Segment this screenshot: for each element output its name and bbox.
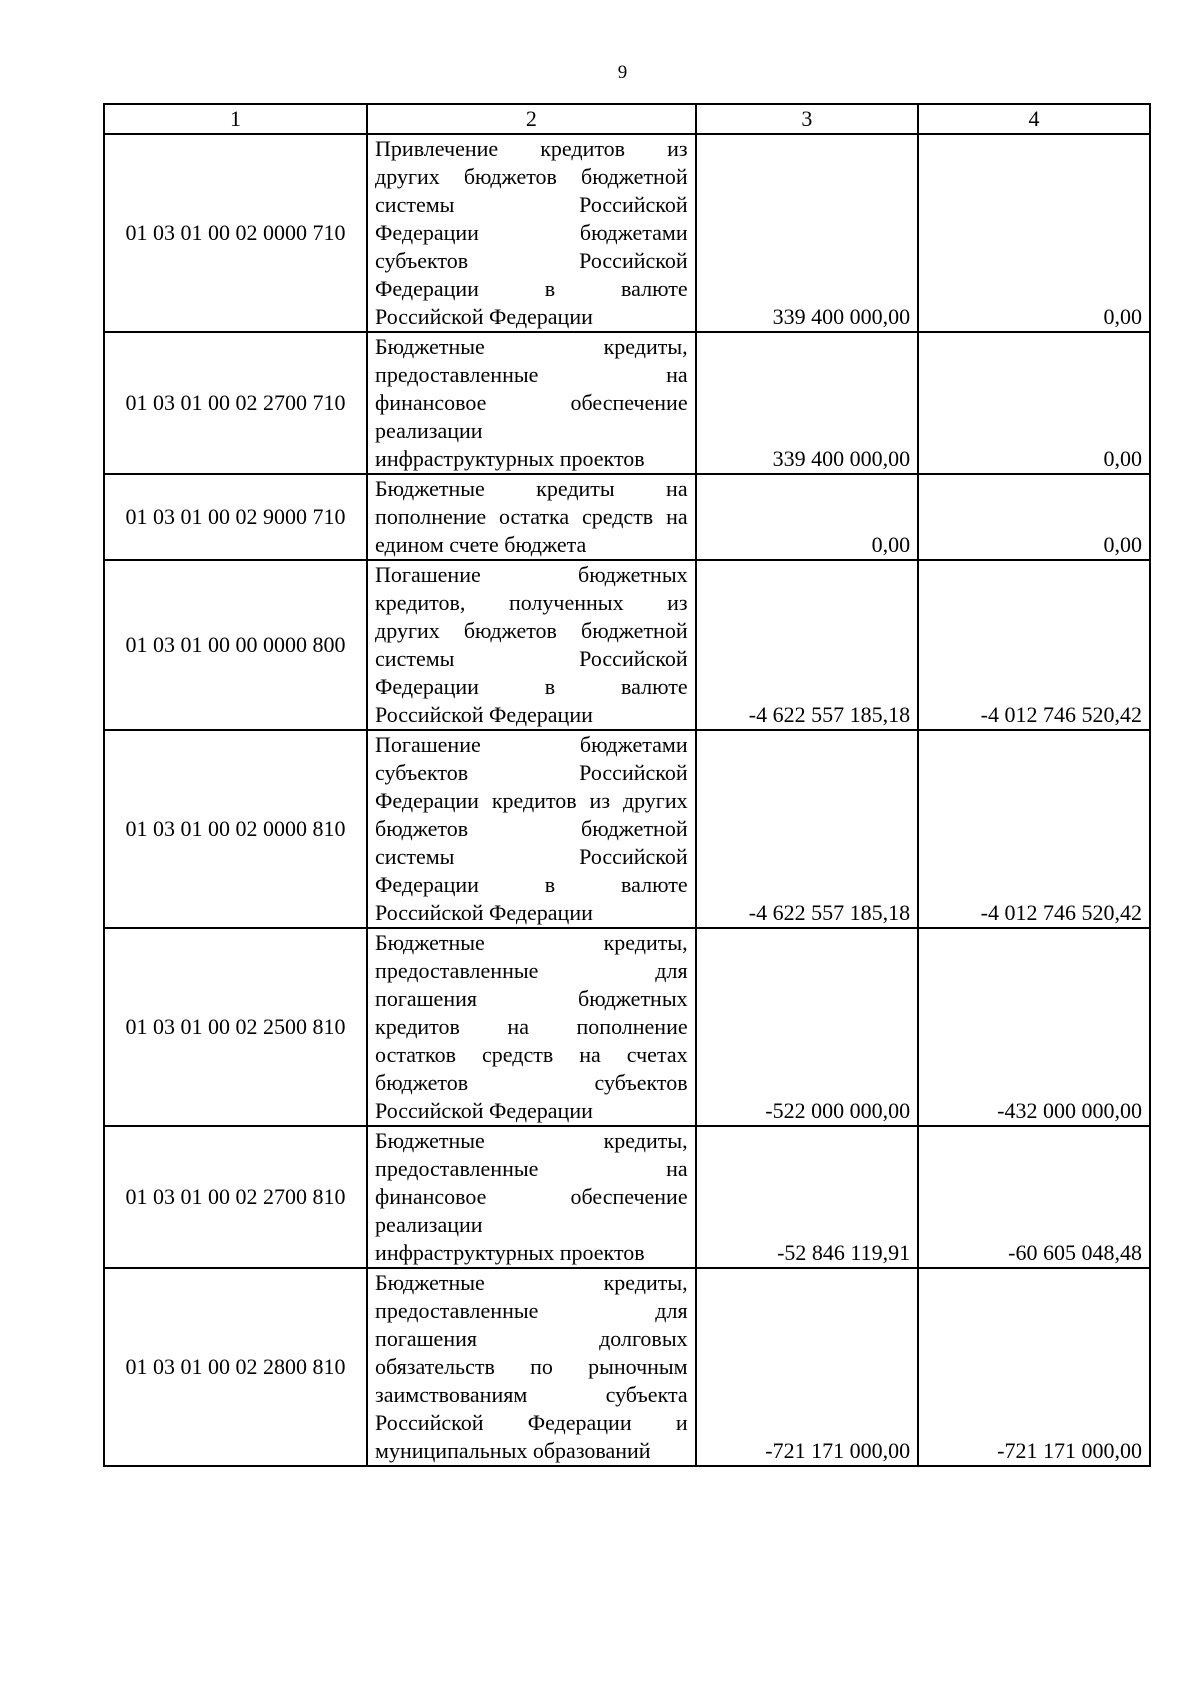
item-description [367, 474, 696, 560]
table-row [104, 1126, 1150, 1268]
description-line: инфраструктурных проектов [375, 446, 645, 471]
item-description [367, 560, 696, 730]
header-col-4: 4 [918, 104, 1150, 134]
classification-code: 01 03 01 00 02 9000 710 [104, 474, 367, 560]
table-row [104, 560, 1150, 730]
description-line: реализации [375, 418, 483, 443]
classification-code: 01 03 01 00 00 0000 800 [104, 560, 367, 730]
item-description [367, 1126, 696, 1268]
description-line: Российской Федерации [375, 900, 593, 925]
amount-col-3: -721 171 000,00 [696, 1268, 919, 1466]
description-line: Российской Федерации и [375, 1410, 688, 1435]
classification-code: 01 03 01 00 02 2700 810 [104, 1126, 367, 1268]
amount-col-3: -4 622 557 185,18 [696, 560, 919, 730]
header-col-1: 1 [104, 104, 367, 134]
amount-col-4: 0,00 [918, 474, 1150, 560]
table-header [104, 104, 1150, 134]
amount-col-4: 0,00 [918, 134, 1150, 332]
page-number: 9 [617, 62, 628, 83]
item-description [367, 134, 696, 332]
table-row [104, 1268, 1150, 1466]
amount-col-4: -4 012 746 520,42 [918, 560, 1150, 730]
description-line: субъектов Российской [375, 248, 688, 273]
header-col-2: 2 [367, 104, 696, 134]
description-line: системы Российской [375, 646, 688, 671]
header-row [104, 104, 1150, 134]
classification-code: 01 03 01 00 02 2500 810 [104, 928, 367, 1126]
amount-col-4: -4 012 746 520,42 [918, 730, 1150, 928]
description-line: предоставленные на [375, 1156, 688, 1181]
table-row [104, 474, 1150, 560]
amount-col-3: -522 000 000,00 [696, 928, 919, 1126]
amount-col-3: 0,00 [696, 474, 919, 560]
description-line: бюджетов бюджетной [375, 816, 688, 841]
description-line: Российской Федерации [375, 1098, 593, 1123]
description-line: погашения бюджетных [375, 986, 688, 1011]
description-line: Федерации кредитов из других [375, 788, 688, 813]
description-line: Федерации в валюте [375, 276, 688, 301]
item-description [367, 1268, 696, 1466]
description-line: Федерации бюджетами [375, 220, 688, 245]
description-line: финансовое обеспечение [375, 1184, 688, 1209]
amount-col-4: 0,00 [918, 332, 1150, 474]
description-line: Российской Федерации [375, 304, 593, 329]
amount-col-3: 339 400 000,00 [696, 134, 919, 332]
description-line: финансовое обеспечение [375, 390, 688, 415]
description-line: Бюджетные кредиты на [375, 476, 688, 501]
classification-code: 01 03 01 00 02 2800 810 [104, 1268, 367, 1466]
description-line: заимствованиям субъекта [375, 1382, 688, 1407]
description-line: реализации [375, 1212, 483, 1237]
description-line: Бюджетные кредиты, [375, 1128, 688, 1153]
description-line: Погашение бюджетами [375, 732, 688, 757]
description-line: остатков средств на счетах [375, 1042, 688, 1067]
item-description [367, 332, 696, 474]
description-line: Бюджетные кредиты, [375, 334, 688, 359]
amount-col-4: -60 605 048,48 [918, 1126, 1150, 1268]
description-line: Погашение бюджетных [375, 562, 688, 587]
description-line: кредитов на пополнение [375, 1014, 688, 1039]
description-line: Бюджетные кредиты, [375, 1270, 688, 1295]
amount-col-4: -721 171 000,00 [918, 1268, 1150, 1466]
description-line: кредитов, полученных из [375, 590, 688, 615]
description-line: субъектов Российской [375, 760, 688, 785]
budget-sources-table [103, 103, 1151, 1467]
classification-code: 01 03 01 00 02 2700 710 [104, 332, 367, 474]
table-row [104, 928, 1150, 1126]
amount-col-3: 339 400 000,00 [696, 332, 919, 474]
classification-code: 01 03 01 00 02 0000 710 [104, 134, 367, 332]
amount-col-3: -52 846 119,91 [696, 1126, 919, 1268]
description-line: Привлечение кредитов из [375, 136, 688, 161]
amount-col-4: -432 000 000,00 [918, 928, 1150, 1126]
item-description [367, 730, 696, 928]
header-col-3: 3 [696, 104, 919, 134]
description-line: едином счете бюджета [375, 532, 587, 557]
table-body [104, 134, 1150, 1466]
item-description [367, 928, 696, 1126]
table-row [104, 134, 1150, 332]
description-line: Федерации в валюте [375, 674, 688, 699]
table-row [104, 332, 1150, 474]
description-line: обязательств по рыночным [375, 1354, 688, 1379]
description-line: Бюджетные кредиты, [375, 930, 688, 955]
description-line: Федерации в валюте [375, 872, 688, 897]
description-line: предоставленные для [375, 958, 688, 983]
classification-code: 01 03 01 00 02 0000 810 [104, 730, 367, 928]
amount-col-3: -4 622 557 185,18 [696, 730, 919, 928]
description-line: других бюджетов бюджетной [375, 618, 688, 643]
description-line: Российской Федерации [375, 702, 593, 727]
description-line: муниципальных образований [375, 1438, 651, 1463]
description-line: системы Российской [375, 844, 688, 869]
description-line: бюджетов субъектов [375, 1070, 688, 1095]
description-line: пополнение остатка средств на [375, 504, 688, 529]
description-line: других бюджетов бюджетной [375, 164, 688, 189]
table-row [104, 730, 1150, 928]
description-line: предоставленные для [375, 1298, 688, 1323]
description-line: погашения долговых [375, 1326, 688, 1351]
description-line: инфраструктурных проектов [375, 1240, 645, 1265]
description-line: предоставленные на [375, 362, 688, 387]
description-line: системы Российской [375, 192, 688, 217]
